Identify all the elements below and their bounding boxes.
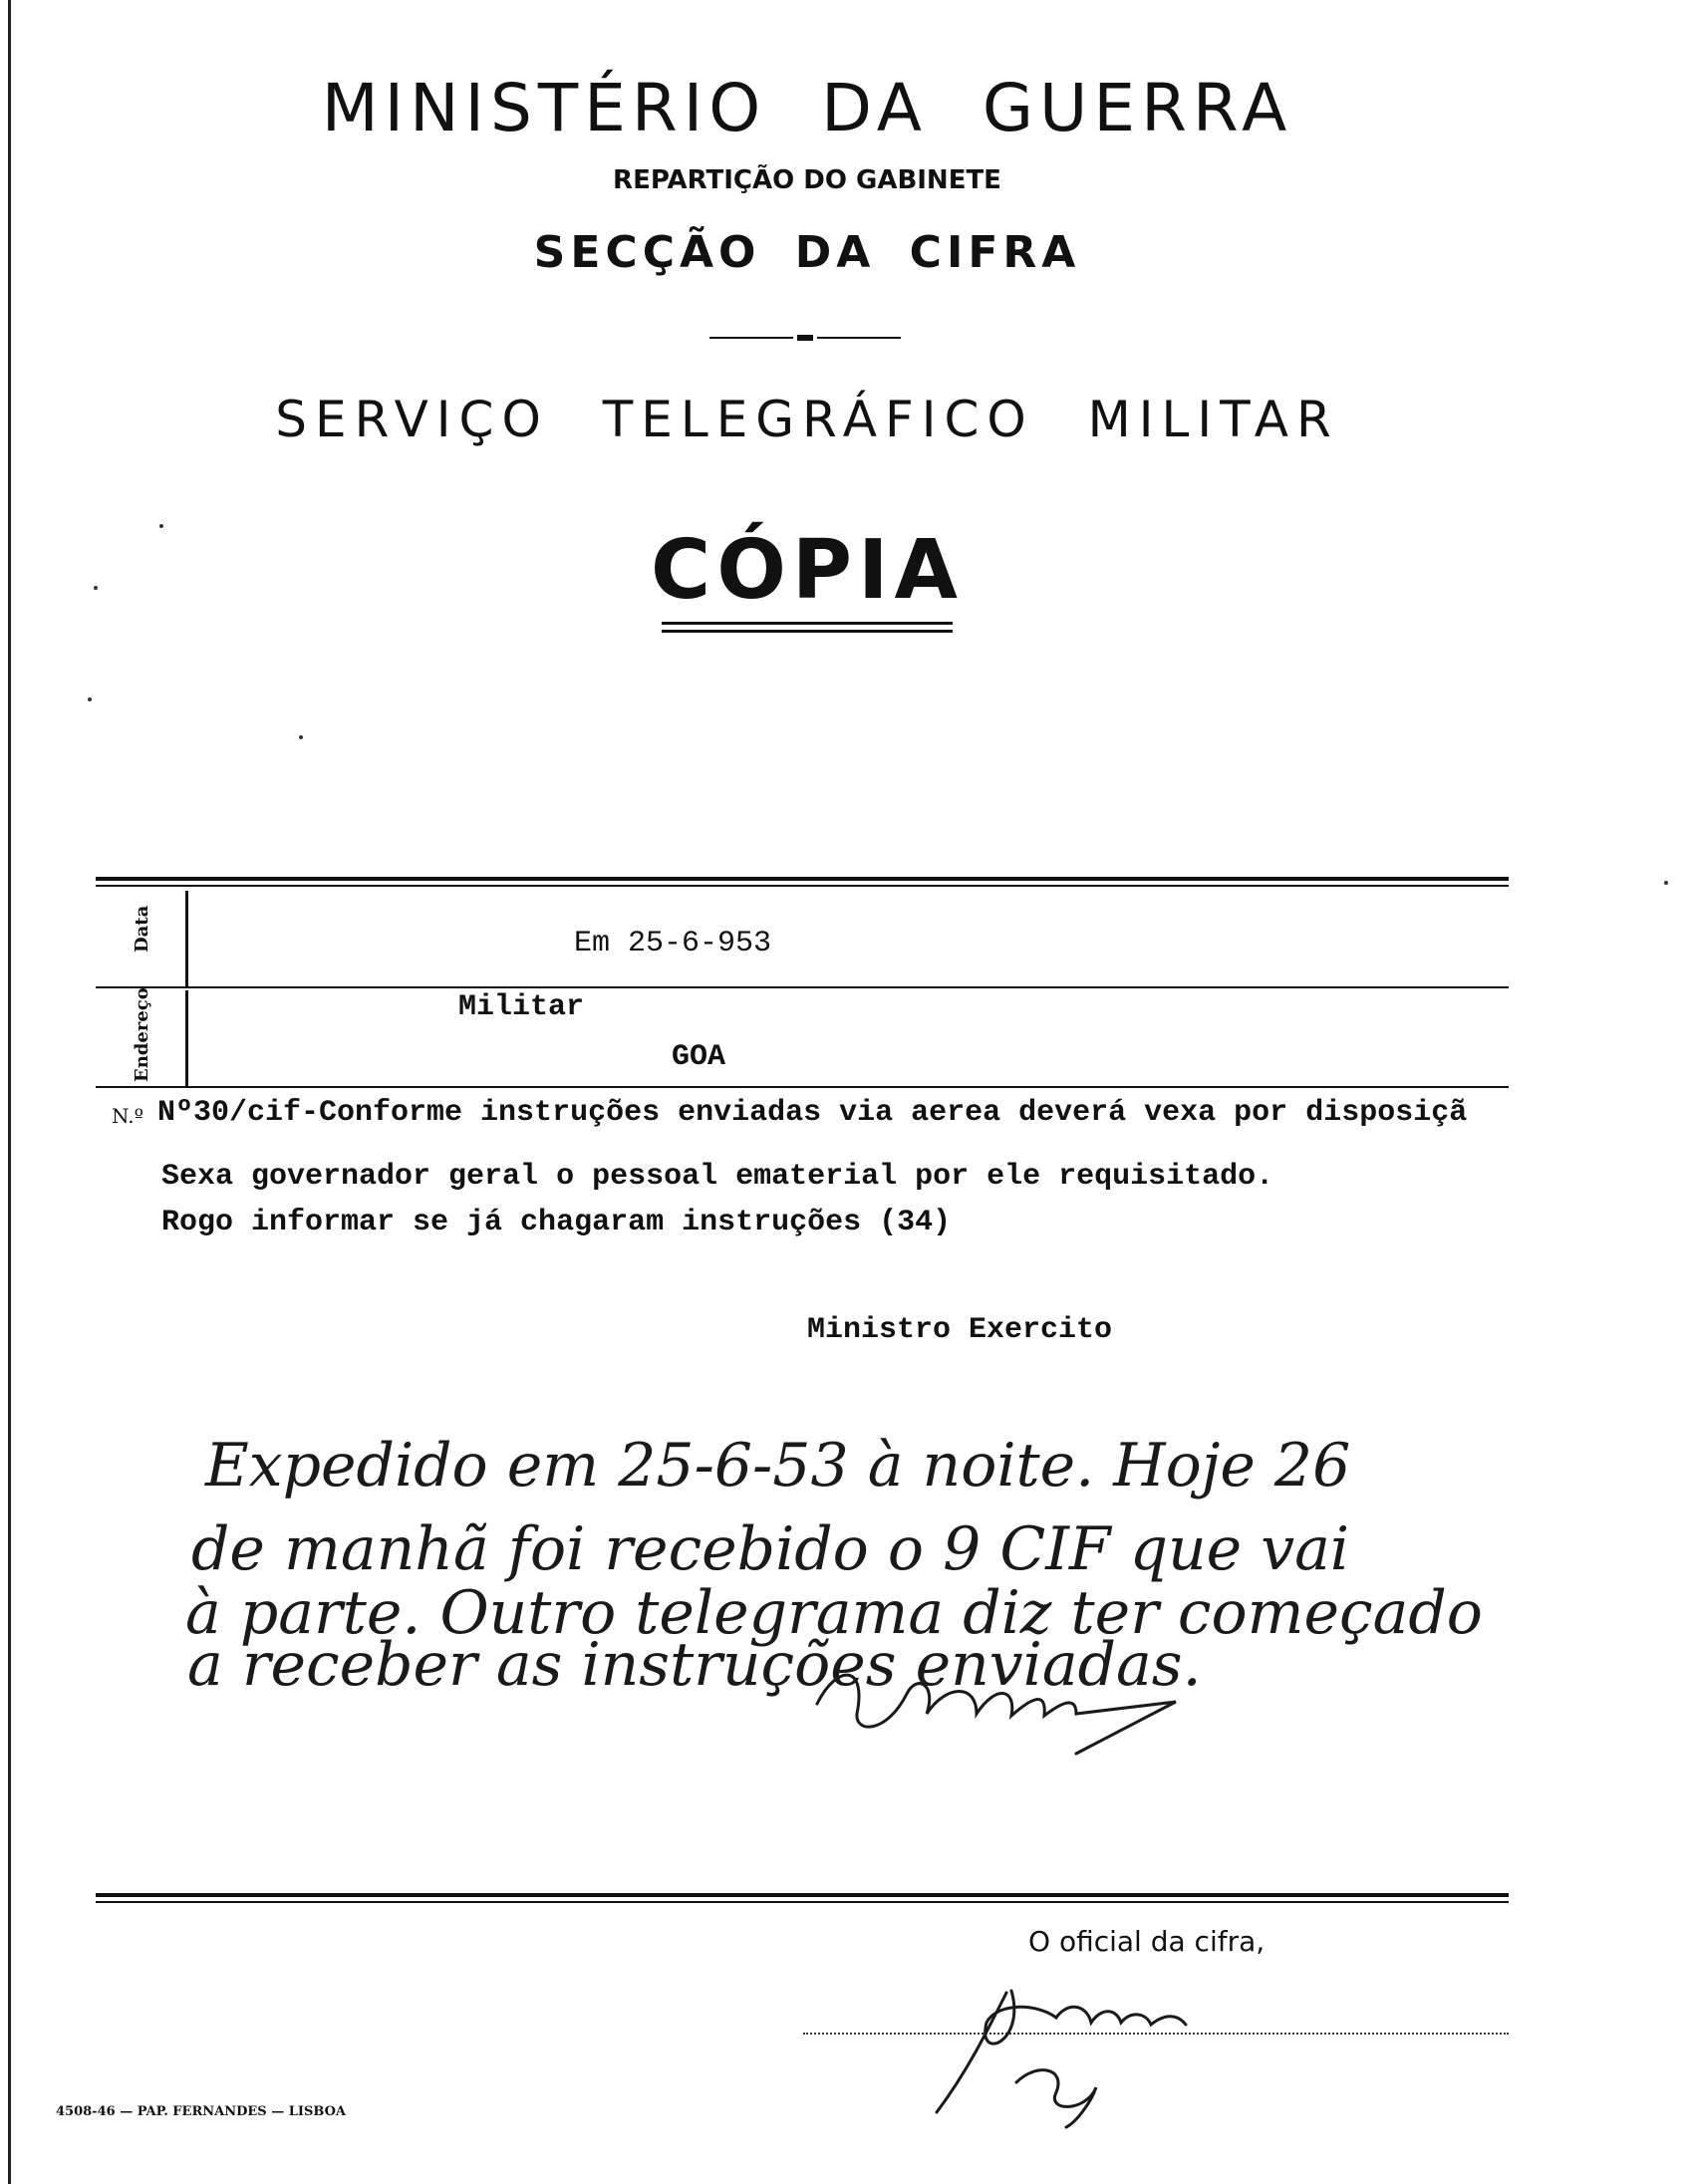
handwritten-note-line-1: Expedido em 25-6-53 à noite. Hoje 26 — [205, 1431, 1351, 1501]
data-column-rule — [185, 891, 188, 986]
service-title: SERVIÇO TELEGRÁFICO MILITAR — [275, 391, 1339, 448]
scan-speck — [94, 586, 98, 590]
scan-speck — [299, 735, 303, 739]
officer-label: O oficial da cifra, — [1028, 1925, 1266, 1958]
repartition-subtitle: REPARTIÇÃO DO GABINETE — [613, 165, 1001, 195]
handwritten-note-line-3: à parte. Outro telegrama diz ter começado — [185, 1578, 1483, 1648]
printer-imprint: 4508-46 — PAP. FERNANDES — LISBOA — [56, 2104, 346, 2119]
ministry-title: MINISTÉRIO DA GUERRA — [321, 70, 1293, 146]
message-sender: Ministro Exercito — [807, 1313, 1113, 1347]
endereco-label: Endereço — [132, 987, 152, 1082]
address-line-militar: Militar — [458, 990, 585, 1024]
handwritten-note-line-4: a receber as instruções enviadas. — [187, 1630, 1202, 1700]
address-row-divider — [96, 1086, 1509, 1088]
form-bottom-rule-thin — [96, 1901, 1509, 1903]
scan-speck — [88, 697, 92, 701]
address-column-rule — [185, 990, 188, 1086]
copy-title: CÓPIA — [651, 523, 964, 618]
message-line-2: Sexa governador geral o pessoal ematerial por ele requisitado. — [161, 1160, 1274, 1194]
handwritten-note-line-2: de manhã foi recebido o 9 CIF que vai — [191, 1514, 1350, 1584]
copy-underline — [662, 622, 953, 625]
form-top-rule — [96, 877, 1509, 881]
number-label: N.º — [112, 1104, 143, 1128]
message-line-3: Rogo informar se já chagaram instruções (34) — [161, 1206, 952, 1239]
scan-speck — [159, 524, 163, 528]
date-value: Em 25-6-953 — [574, 927, 772, 960]
form-top-rule-thin — [96, 885, 1509, 887]
copy-underline-second — [662, 630, 953, 633]
data-label: Data — [132, 905, 152, 953]
officer-signature — [917, 1963, 1275, 2132]
scan-speck — [1664, 881, 1668, 885]
address-line-goa: GOA — [672, 1040, 726, 1074]
page-left-edge — [8, 0, 11, 2184]
message-line-1: Nº30/cif-Conforme instruções enviadas via aerea deverá vexa por disposiçã — [157, 1096, 1468, 1130]
note-signature — [777, 1644, 1256, 1764]
ornament-divider — [709, 335, 901, 341]
form-bottom-rule — [96, 1893, 1509, 1897]
section-title: SECÇÃO DA CIFRA — [533, 227, 1081, 278]
data-row-divider — [96, 986, 1509, 988]
